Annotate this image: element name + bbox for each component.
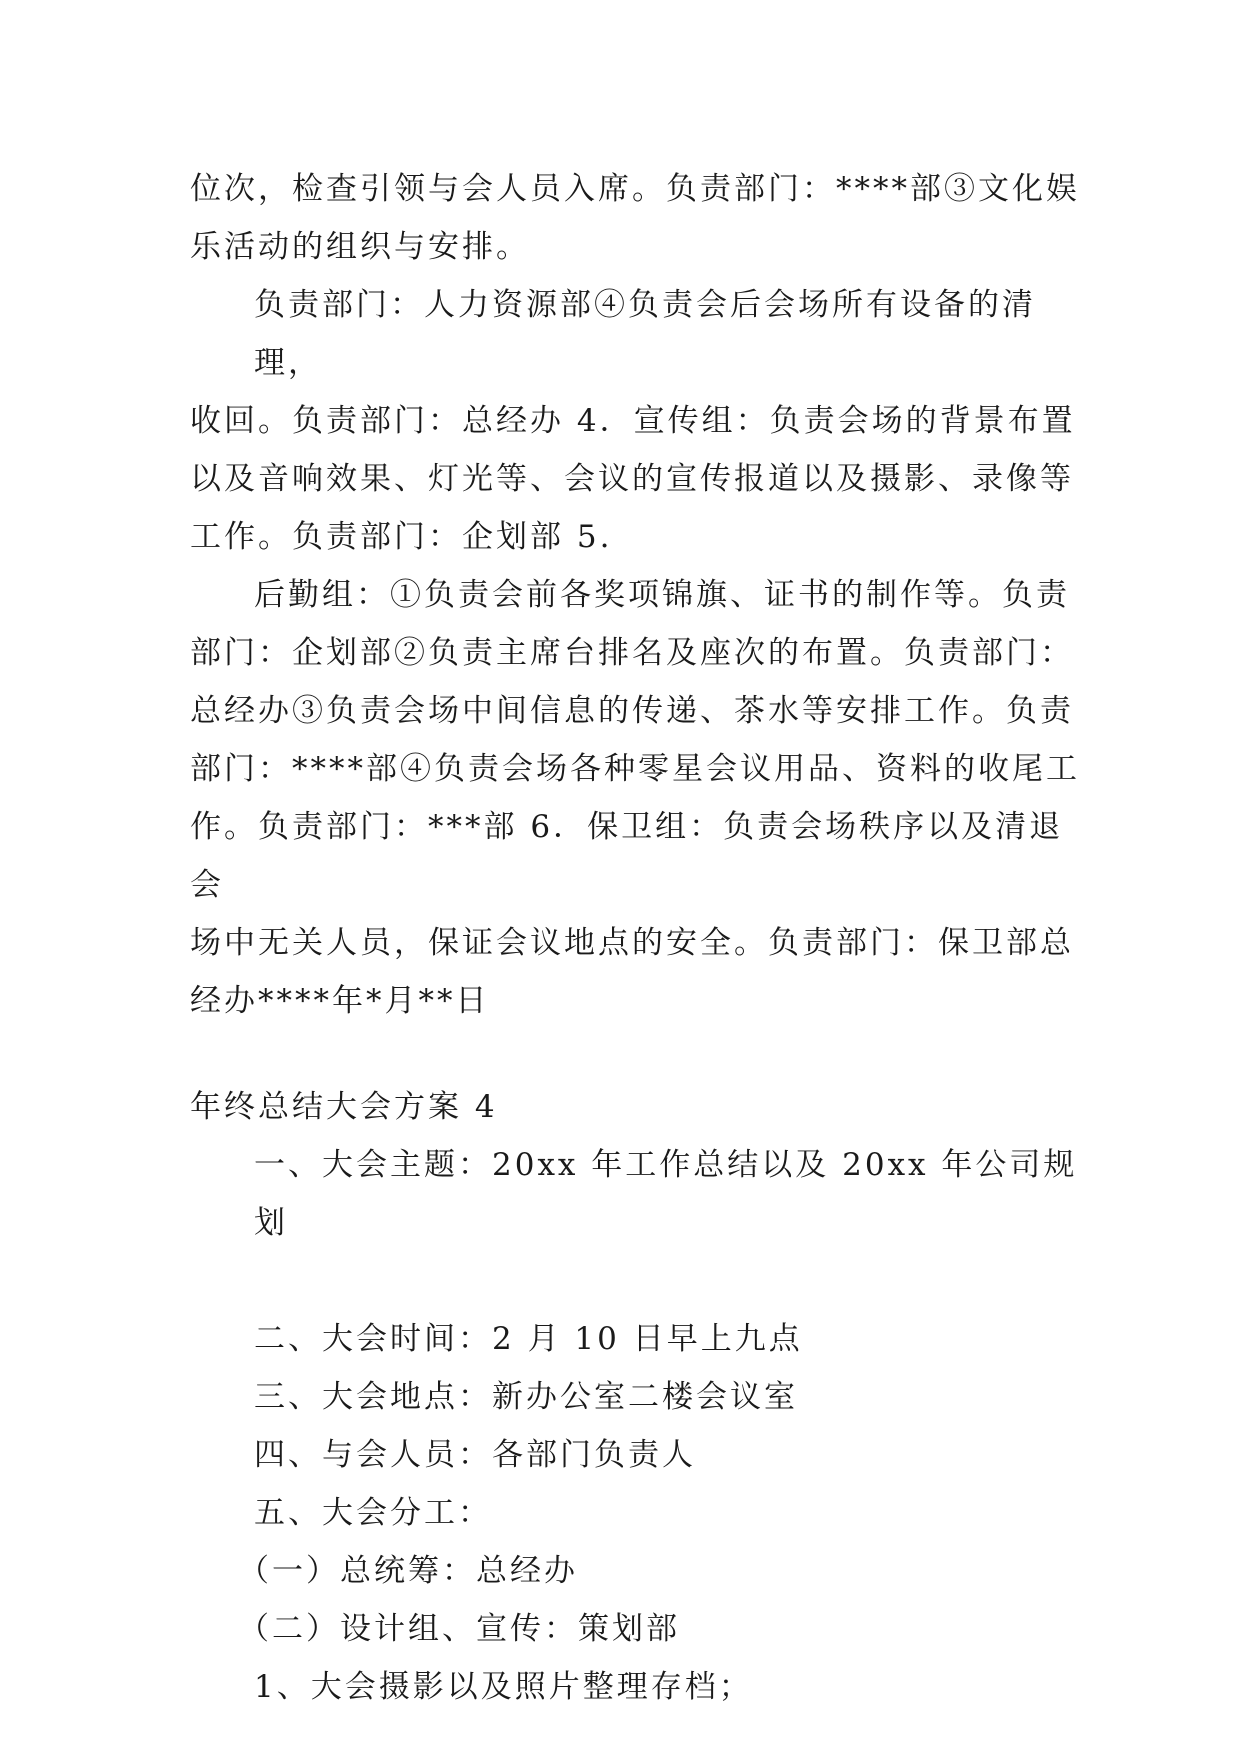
text-line: 后勤组：①负责会前各奖项锦旗、证书的制作等。负责 xyxy=(254,577,1070,613)
meeting-attendees: 四、与会人员：各部门负责人 xyxy=(254,1437,696,1473)
paragraph-3 xyxy=(190,566,1090,1030)
text-line: 收回。负责部门：总经办 4．宣传组：负责会场的背景布置 xyxy=(190,403,1076,439)
meeting-location: 三、大会地点：新办公室二楼会议室 xyxy=(254,1379,798,1415)
document-body xyxy=(190,160,1090,1716)
division-item-1: （一）总统筹：总经办 xyxy=(238,1553,578,1589)
section-title: 年终总结大会方案 4 xyxy=(190,1089,498,1125)
text-line: 总经办③负责会场中间信息的传递、茶水等安排工作。负责 xyxy=(190,693,1074,729)
meeting-time: 二、大会时间：2 月 10 日早上九点 xyxy=(254,1321,803,1357)
spacer xyxy=(190,1252,1090,1310)
text-line: 乐活动的组织与安排。 xyxy=(190,229,530,265)
text-line: 工作。负责部门：企划部 5. xyxy=(190,519,613,555)
meeting-division: 五、大会分工： xyxy=(254,1495,492,1531)
paragraph-2 xyxy=(190,276,1090,566)
paragraph-1 xyxy=(190,160,1090,276)
text-line: 经办****年*月**日 xyxy=(190,983,490,1019)
text-line: 部门：****部④负责会场各种零星会议用品、资料的收尾工 xyxy=(190,751,1080,787)
text-line: 作。负责部门：***部 6．保卫组：负责会场秩序以及清退会 xyxy=(190,809,1064,903)
spacer xyxy=(190,1030,1090,1078)
text-line: 部门：企划部②负责主席台排名及座次的布置。负责部门： xyxy=(190,635,1074,671)
text-line: 负责部门：人力资源部④负责会后会场所有设备的清理， xyxy=(254,287,1036,381)
text-line: 以及音响效果、灯光等、会议的宣传报道以及摄影、录像等 xyxy=(190,461,1074,497)
meeting-theme: 一、大会主题：20xx 年工作总结以及 20xx 年公司规划 xyxy=(254,1147,1078,1241)
division-item-2: （二）设计组、宣传：策划部 xyxy=(238,1611,680,1647)
text-line: 场中无关人员，保证会议地点的安全。负责部门：保卫部总 xyxy=(190,925,1074,961)
task-item-1: 1、大会摄影以及照片整理存档； xyxy=(254,1669,753,1705)
text-line: 位次，检查引领与会人员入席。负责部门：****部③文化娱 xyxy=(190,171,1080,207)
